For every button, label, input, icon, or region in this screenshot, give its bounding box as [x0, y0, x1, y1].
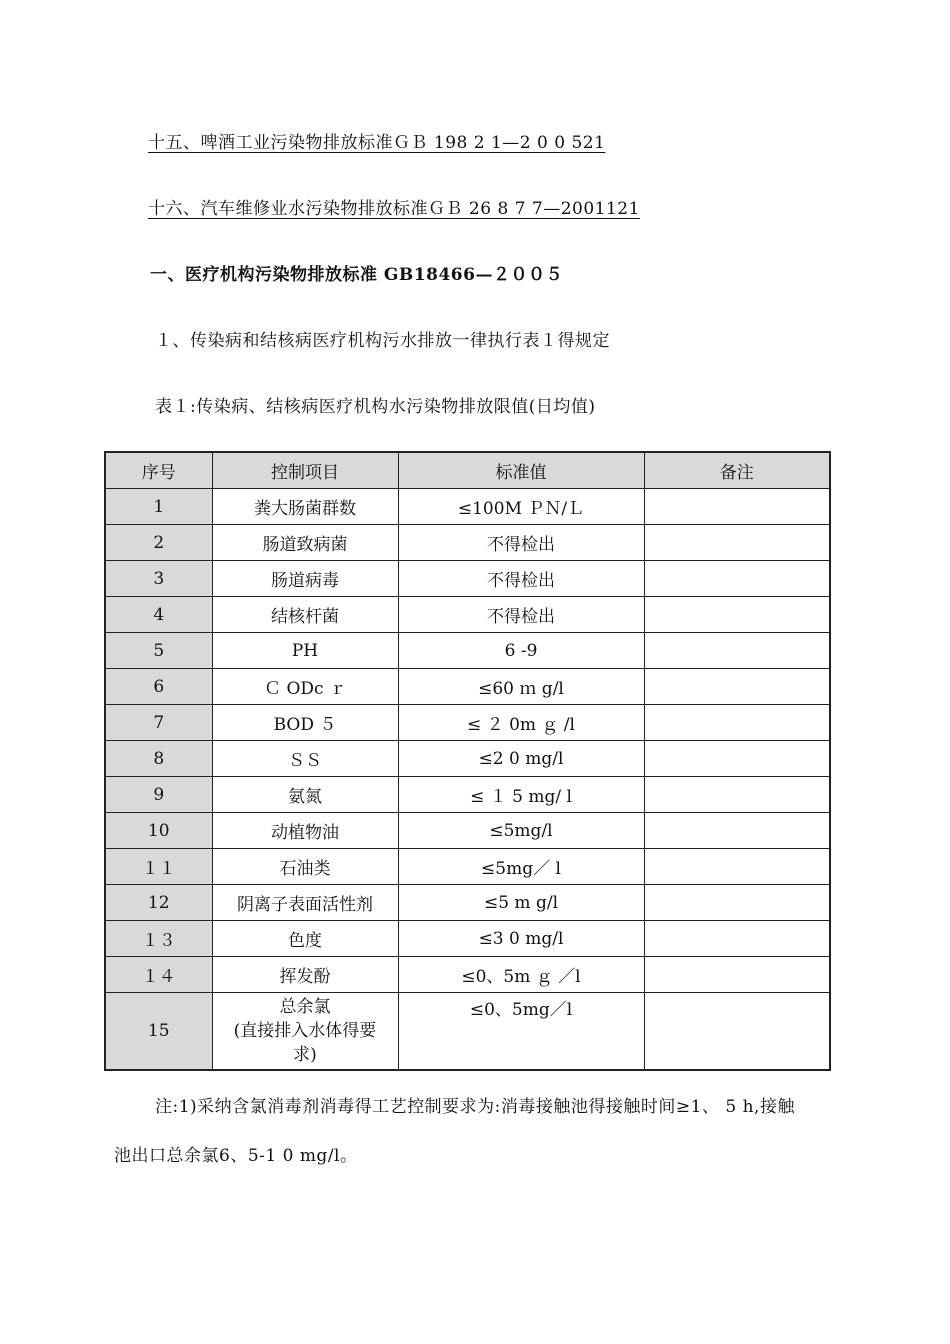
row-no: １１	[105, 849, 212, 885]
table-row	[105, 669, 830, 705]
table-caption: 表１:传染病、结核病医疗机构水污染物排放限值(日均值)	[155, 397, 596, 417]
row-value: ≤0、5mg／l	[398, 993, 644, 1071]
row-note	[644, 705, 830, 741]
table-row	[105, 777, 830, 813]
row-note	[644, 561, 830, 597]
table-row	[105, 849, 830, 885]
row-item: 色度	[212, 921, 398, 957]
row-no: 12	[105, 885, 212, 921]
row-item-line: 求)	[293, 1045, 317, 1065]
row-item: PH	[212, 633, 398, 669]
table-row	[105, 597, 830, 633]
heading-beer-standard: 十五、啤酒工业污染物排放标准ＧＢ 198 2 1—2 0 0 521	[148, 133, 606, 153]
row-note	[644, 993, 830, 1071]
row-item: 粪大肠菌群数	[212, 489, 398, 525]
row-item: 肠道病毒	[212, 561, 398, 597]
row-item: 石油类	[212, 849, 398, 885]
row-value: ≤2 0 mg/l	[398, 741, 644, 777]
table-row	[105, 525, 830, 561]
row-note	[644, 525, 830, 561]
row-item: 动植物油	[212, 813, 398, 849]
row-note	[644, 849, 830, 885]
table-row	[105, 921, 830, 957]
row-value: ≤0、5m ｇ ／l	[398, 957, 644, 993]
heading-auto-repair-standard: 十六、汽车维修业水污染物排放标准ＧＢ 26 8 7 7—2001121	[148, 199, 640, 219]
table-row	[105, 885, 830, 921]
section-title-medical: 一、医疗机构污染物排放标准 GB18466—２００５	[150, 265, 563, 285]
row-item: 挥发酚	[212, 957, 398, 993]
row-note	[644, 669, 830, 705]
discharge-limits-table	[104, 451, 831, 1071]
row-note	[644, 813, 830, 849]
row-item-line: (直接排入水体得要	[233, 1021, 377, 1041]
row-note	[644, 885, 830, 921]
row-note	[644, 633, 830, 669]
row-value: ≤60 ｍ g/l	[398, 669, 644, 705]
row-item	[212, 993, 398, 1071]
row-note	[644, 741, 830, 777]
row-no: 4	[105, 597, 212, 633]
row-item: 氨氮	[212, 777, 398, 813]
table-row	[105, 561, 830, 597]
row-value: ≤ ２ 0m ｇ /l	[398, 705, 644, 741]
header-value: 标准值	[398, 452, 644, 489]
row-no: 1	[105, 489, 212, 525]
paragraph-rule: １、传染病和结核病医疗机构污水排放一律执行表１得规定	[155, 331, 610, 351]
table-row	[105, 489, 830, 525]
table-row	[105, 633, 830, 669]
row-value: 不得检出	[398, 597, 644, 633]
row-item: BOD ５	[212, 705, 398, 741]
table-row	[105, 705, 830, 741]
header-item: 控制项目	[212, 452, 398, 489]
row-item: ＳＳ	[212, 741, 398, 777]
row-item-line: 总余氯	[279, 997, 331, 1017]
row-note	[644, 957, 830, 993]
row-note	[644, 597, 830, 633]
row-value: ≤3 0 mg/l	[398, 921, 644, 957]
row-no: 9	[105, 777, 212, 813]
row-value: 6 -9	[398, 633, 644, 669]
row-item: 结核杆菌	[212, 597, 398, 633]
row-value: ≤5 m g/l	[398, 885, 644, 921]
table-row	[105, 993, 830, 1071]
header-no: 序号	[105, 452, 212, 489]
note-line-2: 池出口总余氯6、5-1 0 mg/l。	[114, 1146, 358, 1166]
row-item: Ｃ ODc ｒ	[212, 669, 398, 705]
table-row	[105, 741, 830, 777]
row-value: ≤100M ＰＮ/Ｌ	[398, 489, 644, 525]
table-row	[105, 813, 830, 849]
table-row	[105, 957, 830, 993]
row-no: 3	[105, 561, 212, 597]
row-no: 10	[105, 813, 212, 849]
row-note	[644, 921, 830, 957]
row-value: 不得检出	[398, 525, 644, 561]
row-no: １３	[105, 921, 212, 957]
row-value: ≤5mg／ l	[398, 849, 644, 885]
row-value: ≤5mg/l	[398, 813, 644, 849]
table-header-row	[105, 452, 830, 489]
row-no: １４	[105, 957, 212, 993]
row-value: 不得检出	[398, 561, 644, 597]
row-item: 阴离子表面活性剂	[212, 885, 398, 921]
row-no: 15	[105, 993, 212, 1071]
row-no: 6	[105, 669, 212, 705]
row-no: 8	[105, 741, 212, 777]
row-item: 肠道致病菌	[212, 525, 398, 561]
row-value: ≤ １ 5 mg/ l	[398, 777, 644, 813]
row-no: 2	[105, 525, 212, 561]
row-no: 5	[105, 633, 212, 669]
row-note	[644, 489, 830, 525]
note-line-1: 注:1)采纳含氯消毒剂消毒得工艺控制要求为:消毒接触池得接触时间≥1、 5 h,接触	[155, 1097, 795, 1117]
row-note	[644, 777, 830, 813]
header-note: 备注	[644, 452, 830, 489]
row-no: 7	[105, 705, 212, 741]
